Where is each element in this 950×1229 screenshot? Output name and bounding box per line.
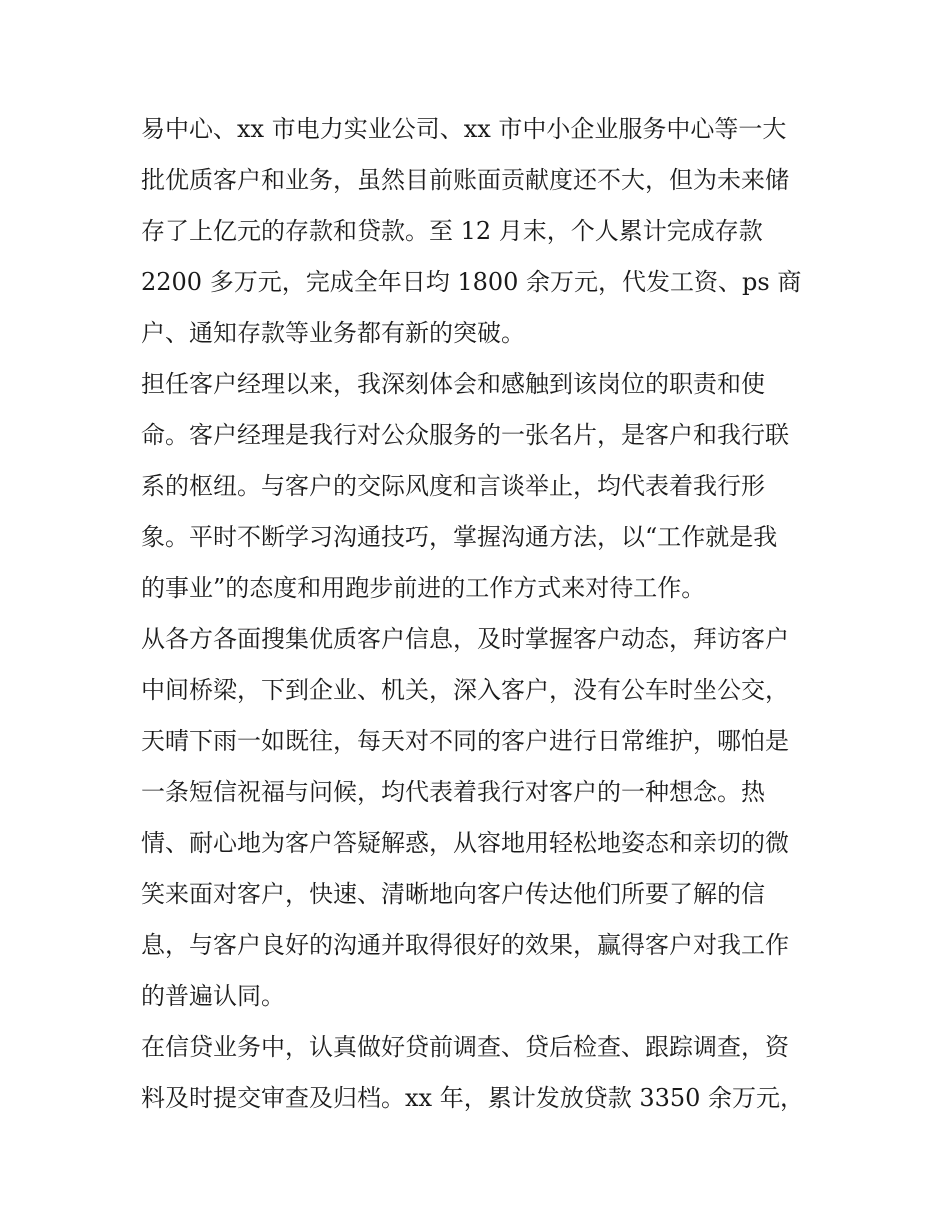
text-line: 天晴下雨一如既往，每天对不同的客户进行日常维护，哪怕是	[141, 727, 789, 755]
text-line: 象。平时不断学习沟通技巧，掌握沟通方法，以“工作就是我	[141, 523, 778, 551]
text-line: 息，与客户良好的沟通并取得很好的效果，赢得客户对我工作	[141, 931, 789, 959]
body-text	[141, 104, 821, 1124]
text-line: 的事业”的态度和用跑步前进的工作方式来对待工作。	[141, 574, 706, 602]
text-line: 2200 多万元，完成全年日均 1800 余万元，代发工资、ps 商	[141, 268, 802, 296]
text-line: 的普遍认同。	[141, 982, 285, 1010]
text-line: 从各方各面搜集优质客户信息，及时掌握客户动态，拜访客户	[141, 625, 789, 653]
text-line: 命。客户经理是我行对公众服务的一张名片，是客户和我行联	[141, 421, 789, 449]
text-line: 批优质客户和业务，虽然目前账面贡献度还不大，但为未来储	[141, 166, 789, 194]
text-line: 情、耐心地为客户答疑解惑，从容地用轻松地姿态和亲切的微	[141, 829, 789, 857]
text-line: 担任客户经理以来，我深刻体会和感触到该岗位的职责和使	[141, 370, 765, 398]
text-line: 笑来面对客户，快速、清晰地向客户传达他们所要了解的信	[141, 880, 765, 908]
text-line: 存了上亿元的存款和贷款。至 12 月末，个人累计完成存款	[141, 217, 763, 245]
text-line: 在信贷业务中，认真做好贷前调查、贷后检查、跟踪调查，资	[141, 1033, 789, 1061]
text-line: 料及时提交审查及归档。xx 年，累计发放贷款 3350 余万元，	[141, 1084, 805, 1112]
text-line: 一条短信祝福与问候，均代表着我行对客户的一种想念。热	[141, 778, 765, 806]
text-line: 中间桥梁，下到企业、机关，深入客户，没有公车时坐公交，	[141, 676, 789, 704]
text-line: 户、通知存款等业务都有新的突破。	[141, 319, 525, 347]
text-line: 系的枢纽。与客户的交际风度和言谈举止，均代表着我行形	[141, 472, 765, 500]
text-line: 易中心、xx 市电力实业公司、xx 市中小企业服务中心等一大	[141, 115, 787, 143]
